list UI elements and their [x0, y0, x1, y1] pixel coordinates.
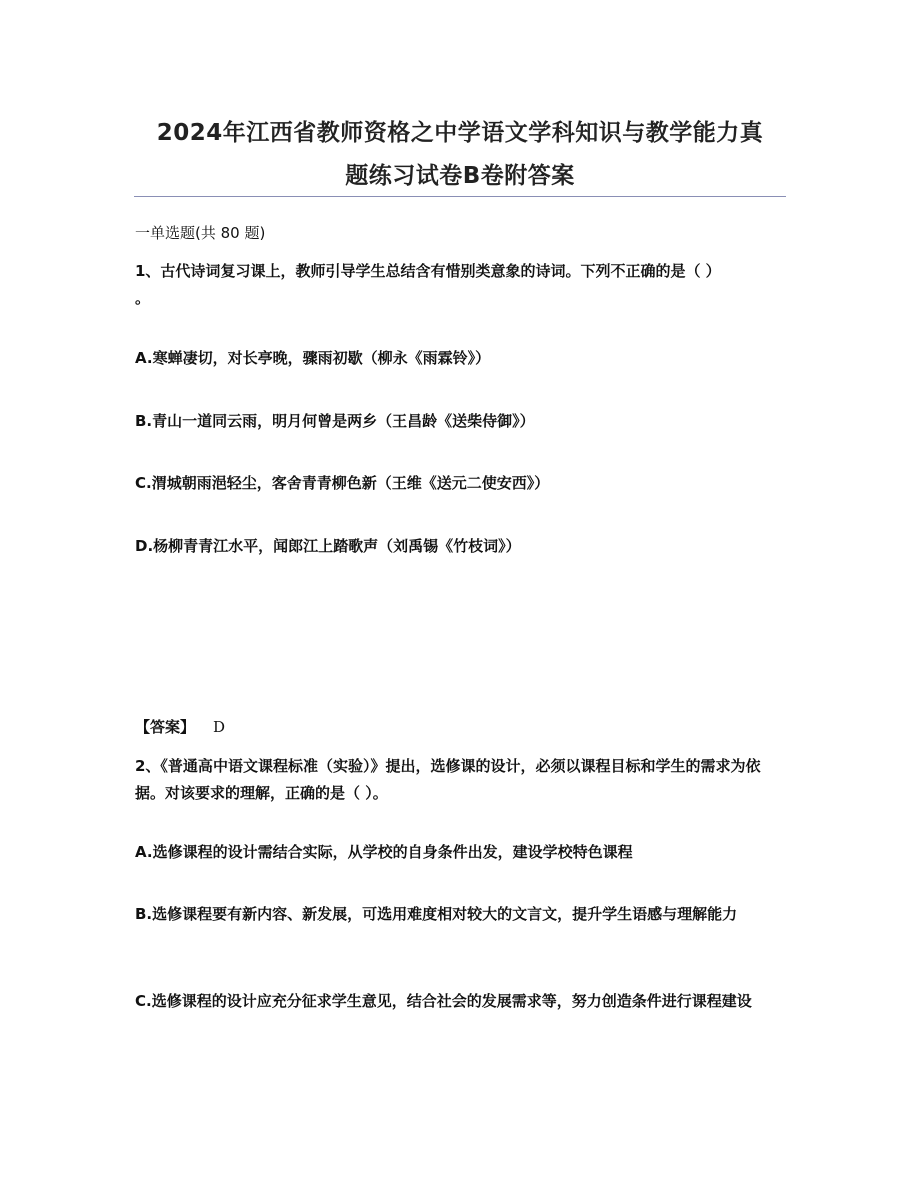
document-title-line-2: 题练习试卷B卷附答案: [345, 163, 575, 189]
question-1-option-a: A.寒蝉凄切，对长亭晚，骤雨初歇（柳永《雨霖铃》）: [135, 349, 491, 367]
question-2-option-a: A.选修课程的设计需结合实际，从学校的自身条件出发，建设学校特色课程: [135, 843, 633, 861]
question-1-option-b: B.青山一道同云雨，明月何曾是两乡（王昌龄《送柴侍御》）: [135, 412, 535, 430]
title-divider: [134, 196, 786, 197]
question-1-stem-continuation: 。: [135, 289, 151, 307]
question-1-option-d: D.杨柳青青江水平，闻郎江上踏歌声（刘禹锡《竹枝词》）: [135, 537, 521, 555]
question-2-stem: 2、《普通高中语文课程标准（实验）》提出，选修课的设计，必须以课程目标和学生的需求为依据。对该要求的理解，正确的是（ ）。: [135, 757, 761, 802]
document-title-line-1: 2024年江西省教师资格之中学语文学科知识与教学能力真: [156, 120, 764, 146]
question-1-stem: 1、古代诗词复习课上，教师引导学生总结含有惜别类意象的诗词。下列不正确的是（ ）: [135, 262, 721, 280]
question-2-option-b: B.选修课程要有新内容、新发展，可选用难度相对较大的文言文，提升学生语感与理解能力: [135, 905, 738, 923]
section-heading: 一单选题(共 80 题): [135, 224, 266, 242]
question-1-answer-label: 【答案】: [135, 718, 196, 736]
question-2-option-c: C.选修课程的设计应充分征求学生意见，结合社会的发展需求等，努力创造条件进行课程建设: [135, 992, 752, 1010]
question-1-option-c: C.渭城朝雨浥轻尘，客舍青青柳色新（王维《送元二使安西》）: [135, 474, 550, 492]
question-1-answer-value: D: [213, 718, 226, 736]
